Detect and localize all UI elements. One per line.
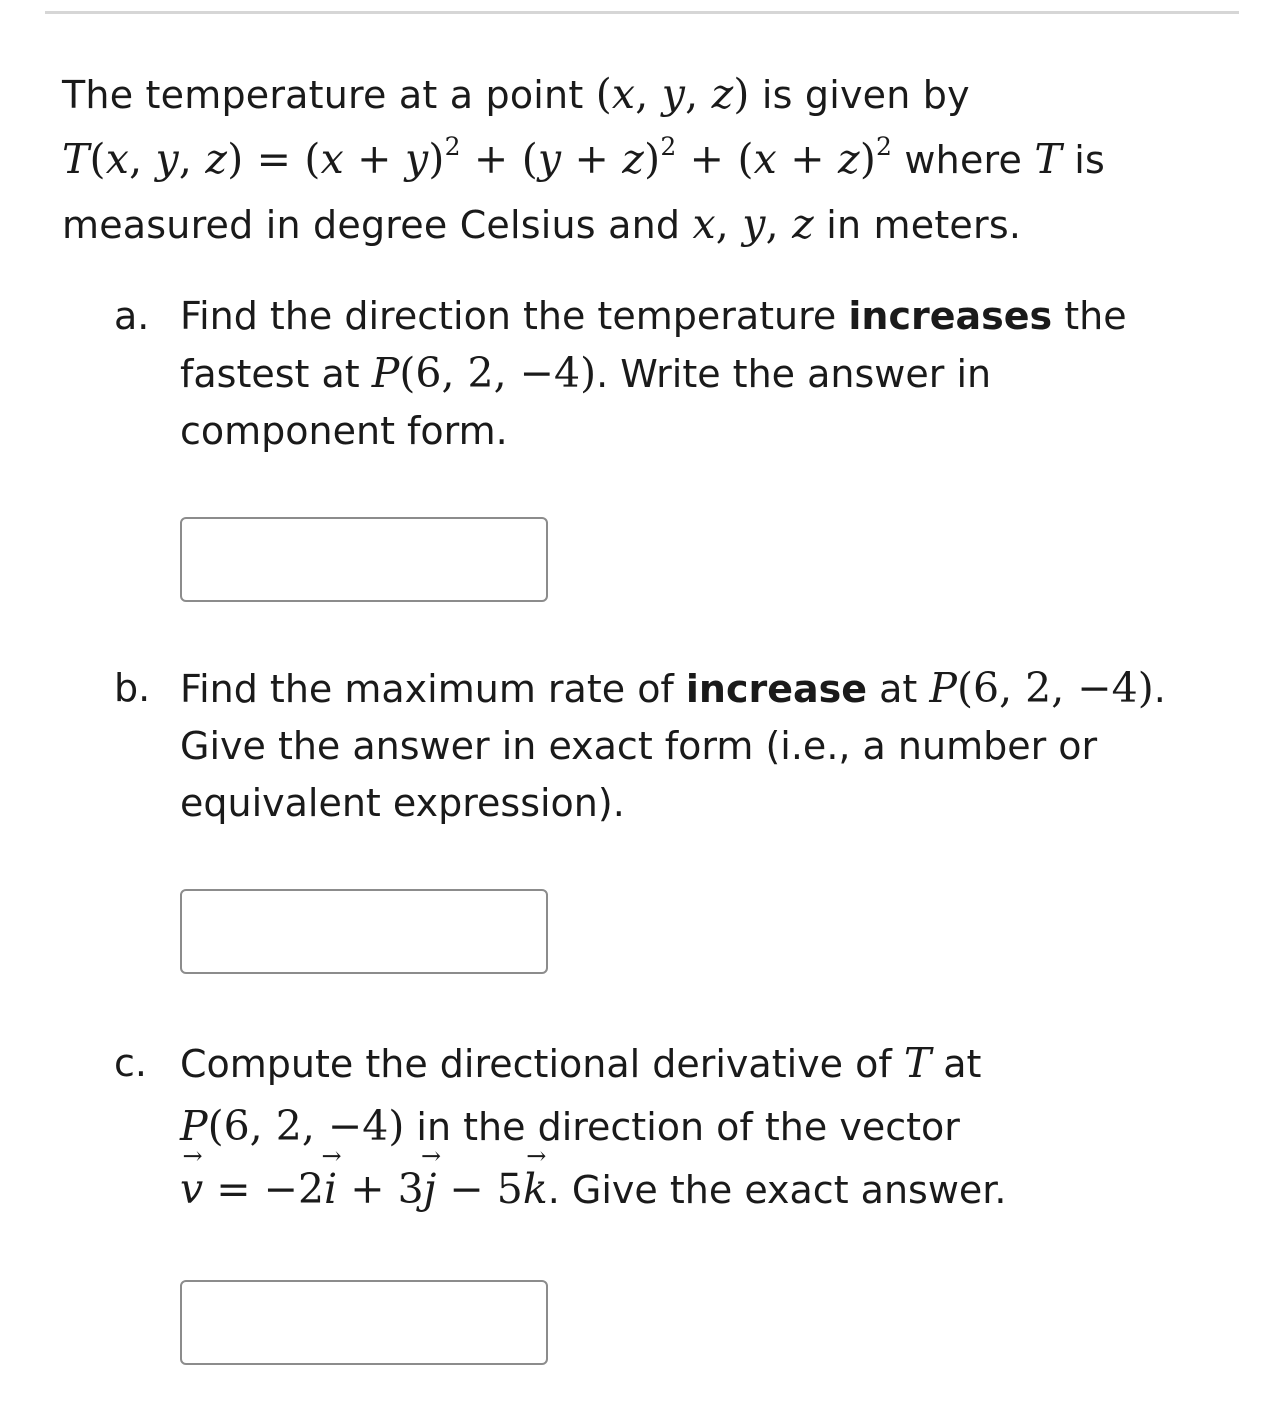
answer-input-c[interactable]	[180, 1280, 548, 1365]
math-T: T	[1034, 135, 1062, 183]
question-a-marker: a.	[114, 294, 150, 338]
answer-input-a[interactable]	[180, 517, 548, 602]
temperature-formula: T(x, y, $z) = (x + y)^2 + (y + z)^2 + (x + z)^2$	[62, 132, 893, 183]
question-a-text: Find the direction the temperature increases the fastest at P(6, 2, −4). Write the answer in component form.	[180, 294, 1127, 453]
math-point: (x, y, z)	[595, 70, 750, 118]
question-b-text: Find the maximum rate of increase at P(6, 2, −4). Give the answer in exact form (i.e., a number or equivalent expression).	[180, 664, 1166, 825]
problem-statement: The temperature at a point (x, y, z) is given by T(x, y, $z) = (x + y)^2 + (y + z)^2 + (x + z)^2$ where T is measured in degree Celsius and x, y, z in meters.	[62, 70, 1105, 248]
math-point-p: P(6, 2, −4)	[180, 1102, 405, 1150]
question-c-text: Compute the directional derivative of T at P(6, 2, −4) in the direction of the vector → v = −2→ i + 3→ j − 5→ k. Give the exact answer.	[180, 1032, 1240, 1221]
math-vars: x, y, z	[692, 200, 814, 248]
question-c-marker: c.	[114, 1041, 147, 1085]
math-point-p: P(6, 2, −4)	[371, 349, 597, 397]
math-T: T	[903, 1039, 932, 1087]
math-vector: → v = −2→ i + 3→ j − 5→ k	[180, 1165, 548, 1213]
top-divider	[45, 11, 1239, 14]
answer-input-b[interactable]	[180, 889, 548, 974]
question-b-marker: b.	[114, 666, 151, 710]
math-point-p: P(6, 2, −4)	[929, 664, 1154, 712]
